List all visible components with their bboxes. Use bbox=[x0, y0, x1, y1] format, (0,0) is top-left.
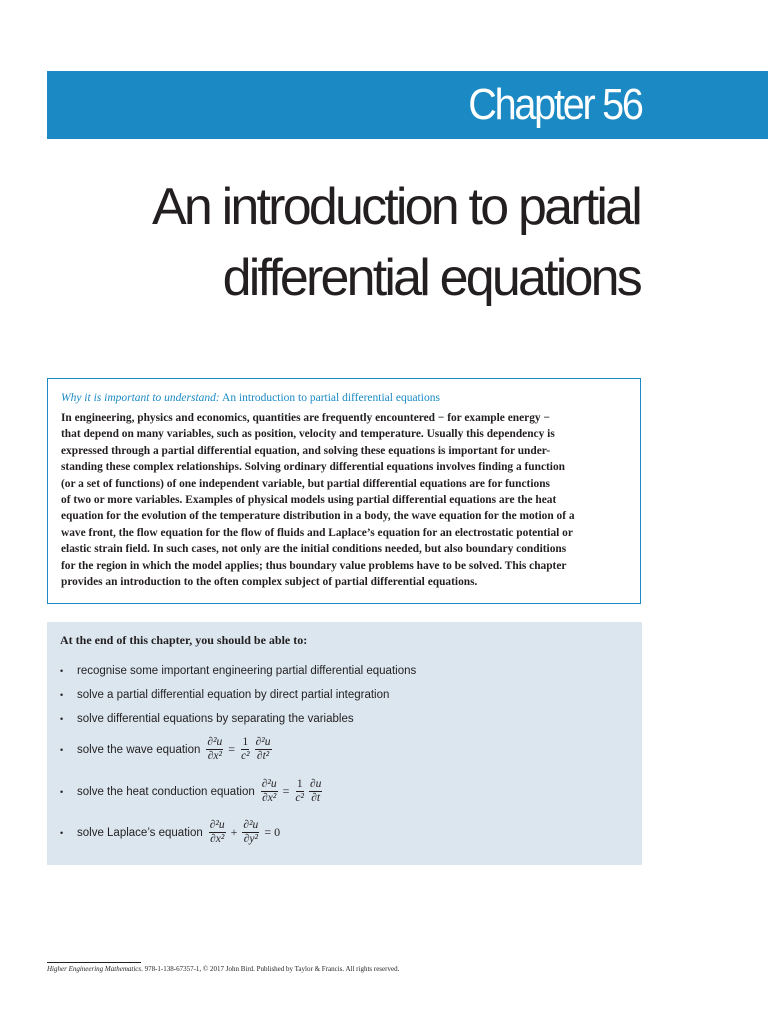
bullet-icon: • bbox=[60, 786, 64, 797]
why-important-heading bbox=[61, 390, 628, 406]
why-body-line: elastic strain field. In such cases, not only are the initial conditions needed, but also boundary conditions bbox=[61, 543, 567, 556]
objective-text: recognise some important engineering partial differential equations bbox=[77, 665, 417, 677]
denominator: c² bbox=[295, 792, 304, 804]
fraction bbox=[206, 736, 223, 763]
objectives-heading: At the end of this chapter, you should be able to: bbox=[60, 633, 308, 647]
equals-sign: = bbox=[282, 784, 290, 798]
bullet-icon: • bbox=[60, 690, 64, 700]
why-important-box bbox=[47, 378, 641, 604]
fraction bbox=[240, 736, 251, 763]
why-important-body bbox=[61, 410, 628, 590]
footnote-book-title: Higher Engineering Mathematics bbox=[47, 965, 142, 973]
objective-item bbox=[60, 819, 283, 846]
copyright-footnote bbox=[47, 964, 399, 974]
denominator: ∂x² bbox=[210, 833, 225, 845]
bullet-icon: • bbox=[60, 666, 64, 676]
chapter-banner bbox=[47, 71, 768, 139]
bullet-icon: • bbox=[60, 827, 64, 838]
fraction bbox=[242, 819, 259, 846]
denominator: ∂x² bbox=[262, 792, 277, 804]
why-body-line: equation for the evolution of the temperature distribution in a body, the wave equation for the motion of a bbox=[61, 510, 575, 523]
denominator: ∂y² bbox=[243, 833, 258, 845]
numerator: ∂²u bbox=[261, 778, 277, 790]
fraction bbox=[261, 778, 278, 805]
why-body-line: of two or more variables. Examples of physical models using partial differential equations are the heat bbox=[61, 494, 557, 507]
numerator: ∂²u bbox=[255, 736, 271, 748]
footnote-copyright: . 978-1-138-67357-1, © 2017 John Bird. Published by Taylor & Francis. All rights reserved. bbox=[141, 965, 400, 973]
numerator: ∂u bbox=[309, 778, 322, 790]
numerator: 1 bbox=[242, 736, 249, 748]
numerator: ∂²u bbox=[209, 819, 225, 831]
denominator: ∂x² bbox=[207, 750, 222, 762]
why-body-line: wave front, the flow equation for the flow of fluids and Laplace’s equation for an electrostatic potential or bbox=[61, 526, 573, 539]
why-body-line: standing these complex relationships. Solving ordinary differential equations involves finding a function bbox=[61, 461, 565, 474]
objective-text: solve a partial differential equation by direct partial integration bbox=[77, 689, 390, 701]
objective-item bbox=[60, 665, 416, 677]
footnote-divider bbox=[47, 962, 141, 963]
laplace-equation bbox=[207, 819, 283, 846]
bullet-icon: • bbox=[60, 714, 64, 724]
why-important-lead: Why it is important to understand: bbox=[61, 392, 220, 404]
objective-item bbox=[60, 713, 354, 725]
objective-item bbox=[60, 778, 324, 805]
numerator: 1 bbox=[296, 778, 303, 790]
objective-item bbox=[60, 736, 274, 763]
plus-sign: + bbox=[230, 825, 238, 839]
fraction bbox=[294, 778, 305, 805]
numerator: ∂²u bbox=[207, 736, 223, 748]
objective-text: solve differential equations by separating the variables bbox=[77, 713, 354, 725]
denominator: ∂t² bbox=[256, 750, 270, 762]
fraction bbox=[209, 819, 226, 846]
why-body-line: In engineering, physics and economics, quantities are frequently encountered − for example energy − bbox=[61, 412, 550, 424]
why-important-topic: An introduction to partial differential equations bbox=[222, 392, 440, 404]
why-body-line: for the region in which the model applies; thus boundary value problems have to be solved. This chapter bbox=[61, 559, 567, 572]
chapter-title bbox=[40, 172, 640, 314]
chapter-title-line-1: An introduction to partial bbox=[152, 178, 640, 236]
objective-text: solve the heat conduction equation bbox=[77, 785, 255, 798]
heat-equation bbox=[259, 778, 325, 805]
denominator: ∂t bbox=[311, 792, 321, 804]
denominator: c² bbox=[241, 750, 250, 762]
objective-text: solve Laplace’s equation bbox=[77, 826, 203, 839]
learning-objectives-box bbox=[47, 622, 642, 865]
why-body-line: provides an introduction to the often complex subject of partial differential equations. bbox=[61, 576, 478, 589]
why-body-line: (or a set of functions) of one independent variable, but partial differential equations are for functions bbox=[61, 477, 550, 490]
objective-item bbox=[60, 689, 389, 701]
chapter-title-line-2: differential equations bbox=[222, 249, 640, 307]
fraction bbox=[255, 736, 272, 763]
chapter-label: Chapter 56 bbox=[468, 80, 642, 129]
why-body-line: that depend on many variables, such as position, velocity and temperature. Usually this dependency is bbox=[61, 428, 555, 441]
wave-equation bbox=[204, 736, 273, 763]
numerator: ∂²u bbox=[243, 819, 259, 831]
equals-sign: = bbox=[228, 742, 236, 756]
equals-zero: = 0 bbox=[264, 825, 281, 839]
fraction bbox=[309, 778, 322, 805]
objective-text: solve the wave equation bbox=[77, 743, 201, 756]
why-body-line: expressed through a partial differential equation, and solving these equations is important for under- bbox=[61, 444, 551, 457]
bullet-icon: • bbox=[60, 744, 64, 755]
